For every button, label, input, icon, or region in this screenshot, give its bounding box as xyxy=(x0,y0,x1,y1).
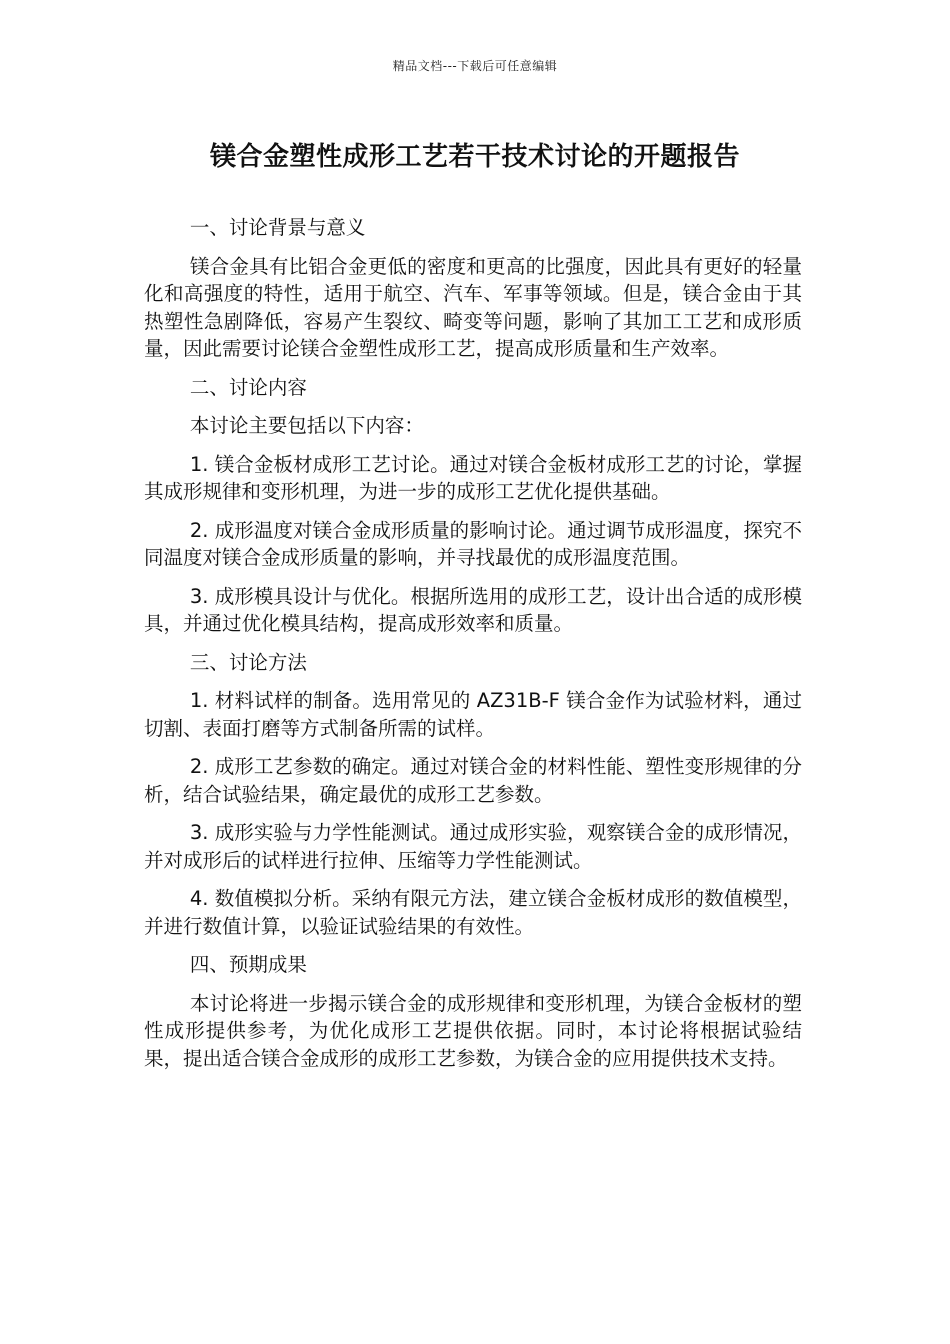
section-heading-methods: 三、讨论方法 xyxy=(189,650,307,674)
list-item-content-3: 3. 成形模具设计与优化。根据所选用的成形工艺，设计出合适的成形模具，并通过优化模具结构，提高成形效率和质量。 xyxy=(144,584,802,635)
list-item-content-2: 2. 成形温度对镁合金成形质量的影响讨论。通过调节成形温度，探究不同温度对镁合金成形质量的影响，并寻找最优的成形温度范围。 xyxy=(144,518,802,569)
document-title: 镁合金塑性成形工艺若干技术讨论的开题报告 xyxy=(209,142,740,172)
header-note: 精品文档---下载后可任意编辑 xyxy=(392,59,558,73)
section-heading-content: 二、讨论内容 xyxy=(189,375,307,399)
section-heading-background: 一、讨论背景与意义 xyxy=(189,216,366,239)
list-item-content-1: 1. 镁合金板材成形工艺讨论。通过对镁合金板材成形工艺的讨论，掌握其成形规律和变形机理，为进一步的成形工艺优化提供基础。 xyxy=(144,452,802,503)
list-item-method-3: 3. 成形实验与力学性能测试。通过成形实验，观察镁合金的成形情况，并对成形后的试样进行拉伸、压缩等力学性能测试。 xyxy=(144,821,802,872)
document-body xyxy=(144,214,802,1083)
paragraph-expected-results: 本讨论将进一步揭示镁合金的成形规律和变形机理，为镁合金板材的塑性成形提供参考，为优化成形工艺提供依据。同时，本讨论将根据试验结果，提出适合镁合金成形的成形工艺参数，为镁合金的应用提供技术支持。 xyxy=(144,991,802,1070)
section-heading-expected-results: 四、预期成果 xyxy=(189,953,307,976)
list-item-method-1: 1. 材料试样的制备。选用常见的 AZ31B-F 镁合金作为试验材料，通过切割、表面打磨等方式制备所需的试样。 xyxy=(144,689,802,740)
list-item-method-2: 2. 成形工艺参数的确定。通过对镁合金的材料性能、塑性变形规律的分析，结合试验结果，确定最优的成形工艺参数。 xyxy=(144,755,802,806)
paragraph-content-intro: 本讨论主要包括以下内容： xyxy=(189,414,424,437)
paragraph-background: 镁合金具有比铝合金更低的密度和更高的比强度，因此具有更好的轻量化和高强度的特性，适用于航空、汽车、军事等领域。但是，镁合金由于其热塑性急剧降低，容易产生裂纹、畸变等问题，影响了其加工工艺和成形质量，因此需要讨论镁合金塑性成形工艺，提高成形质量和生产效率。 xyxy=(144,254,802,360)
list-item-method-4: 4. 数值模拟分析。采纳有限元方法，建立镁合金板材成形的数值模型，并进行数值计算，以验证试验结果的有效性。 xyxy=(144,887,802,938)
